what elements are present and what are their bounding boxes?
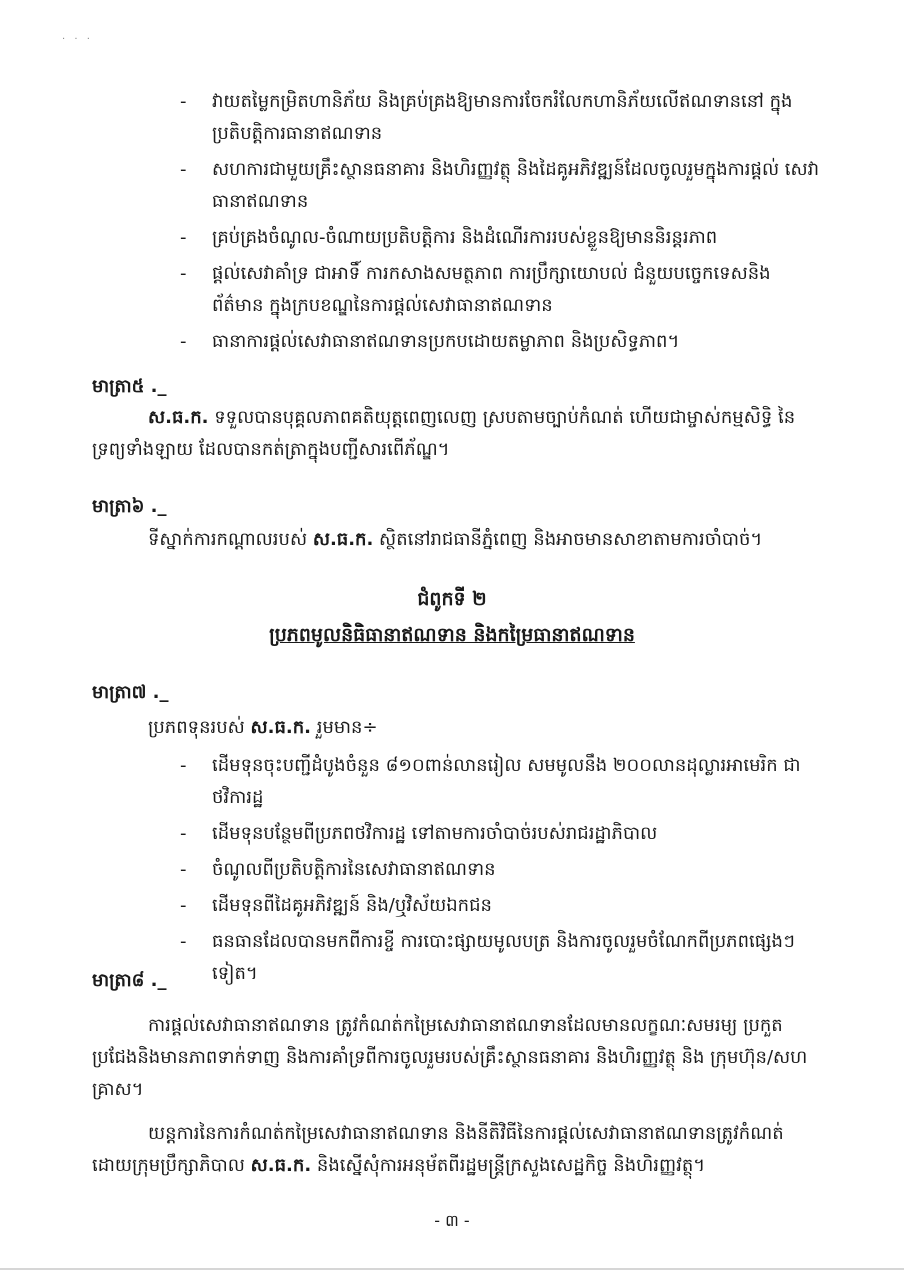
abbreviation: ស.ធ.ក. — [312, 529, 374, 550]
abbreviation: ស.ធ.ក. — [250, 1155, 312, 1176]
abbreviation: ស.ធ.ក. — [148, 407, 209, 428]
article-5-heading: មាត្រា៥ ._ — [92, 376, 167, 397]
list-item: - ចំណូលពីប្រតិបត្តិការនៃសេវាធានាឥណទាន — [180, 859, 496, 880]
page-number: - ៣ - — [434, 1211, 470, 1230]
list-item: - ដើមទុនពីដៃគូអភិវឌ្ឍន៍ និង/ឬវិស័យឯកជន — [180, 895, 492, 916]
chapter-subtitle: ប្រភពមូលនិធិធានាឥណទាន និងកម្រៃធានាឥណទាន — [269, 624, 635, 646]
scan-edge — [0, 1268, 904, 1270]
article-6-heading: មាត្រា៦ ._ — [92, 496, 167, 517]
list-item: - ដើមទុនបន្ថែមពីប្រភពថវិការដ្ឋ ទៅតាមការចាំបាច់របស់រាជរដ្ឋាភិបាល — [180, 823, 658, 844]
article-8-heading: មាត្រា៨ ._ — [92, 970, 167, 991]
list-item: - គ្រប់គ្រងចំណូល-ចំណាយប្រតិបត្តិការ និងដំណើរការរបស់ខ្លួនឱ្យមាននិរន្តរភាព — [180, 227, 718, 248]
list-item: - ផ្តល់សេវាគាំទ្រ ជាអាទិ៍ ការកសាងសមត្ថភាព ការប្រឹក្សាយោបល់ ជំនួយបច្ចេកទេសនិង ព័ត៌មាន ក្នុងក្របខណ្ឌនៃការផ្តល់សេវាធានាឥណទាន — [180, 263, 771, 316]
capital-sources-list — [180, 750, 820, 994]
list-item: - ដើមទុនចុះបញ្ជីដំបូងចំនួន ៨១០ពាន់លានរៀល សមមូលនឹង ២០០លានដុល្លារអាមេរិក ជាថវិការដ្ឋ — [180, 755, 801, 808]
list-item: - ធានាការផ្តល់សេវាធានាឥណទានប្រកបដោយតម្លាភាព និងប្រសិទ្ធភាព។ — [180, 331, 680, 352]
duties-list — [180, 86, 820, 362]
article-7-heading: មាត្រា៧ ._ — [92, 682, 169, 703]
scan-marks: · · · — [62, 34, 93, 45]
article-6-text: ទីស្នាក់ការកណ្តាលរបស់ ស.ធ.ក. ស្ថិតនៅរាជធានីភ្នំពេញ និងអាចមានសាខាតាមការចាំបាច់។ — [148, 529, 763, 550]
list-item: - សហការជាមួយគ្រឹះស្ថានធនាគារ និងហិរញ្ញវត្ថុ និងដៃគូអភិវឌ្ឍន៍ដែលចូលរួមក្នុងការផ្តល់ សេវាធានាឥណទាន — [180, 159, 820, 212]
article-8-para-2: យន្តការនៃការកំណត់កម្រៃសេវាធានាឥណទាន និងនីតិវិធីនៃការផ្តល់សេវាធានាឥណទានត្រូវកំណត់ ដោយក្រុមប្រឹក្សាភិបាល ស.ធ.ក. និងស្នើសុំការអនុម័តពីរដ្ឋមន្ត្រីក្រសួងសេដ្ឋកិច្ច និងហិរញ្ញវត្ថុ។ — [92, 1123, 784, 1176]
article-8-para-1: ការផ្តល់សេវាធានាឥណទាន ត្រូវកំណត់កម្រៃសេវាធានាឥណទានដែលមានលក្ខណៈសមរម្យ ប្រកួតប្រជែងនិងមានភាពទាក់ទាញ និងការគាំទ្រពីការចូលរួមរបស់គ្រឹះស្ថានធនាគារ និងហិរញ្ញវត្ថុ និង ក្រុមហ៊ុន/សហគ្រាស។ — [92, 1015, 808, 1100]
article-7-intro: ប្រភពទុនរបស់ ស.ធ.ក. រួមមាន÷ — [148, 717, 378, 738]
abbreviation: ស.ធ.ក. — [250, 717, 312, 738]
list-item: - វាយតម្លៃកម្រិតហានិភ័យ និងគ្រប់គ្រងឱ្យមានការចែករំលែកហានិភ័យលើឥណទាននៅ ក្នុងប្រតិបត្តិការធានាឥណទាន — [180, 91, 793, 144]
chapter-title: ជំពូកទី ២ — [417, 588, 487, 610]
article-5-text: ស.ធ.ក. ទទួលបានបុគ្គលភាពគតិយុត្តពេញលេញ ស្របតាមច្បាប់កំណត់ ហើយជាម្ចាស់កម្មសិទ្ធិ នៃទ្រព្យទាំងឡាយ ដែលបានកត់ត្រាក្នុងបញ្ជីសារពើភ័ណ្ឌ។ — [92, 407, 796, 460]
list-item: - ធនធានដែលបានមកពីការខ្ចី ការបោះផ្សាយមូលបត្រ និងការចូលរួមចំណែកពីប្រភពផ្សេងៗទៀត។ — [180, 931, 795, 984]
